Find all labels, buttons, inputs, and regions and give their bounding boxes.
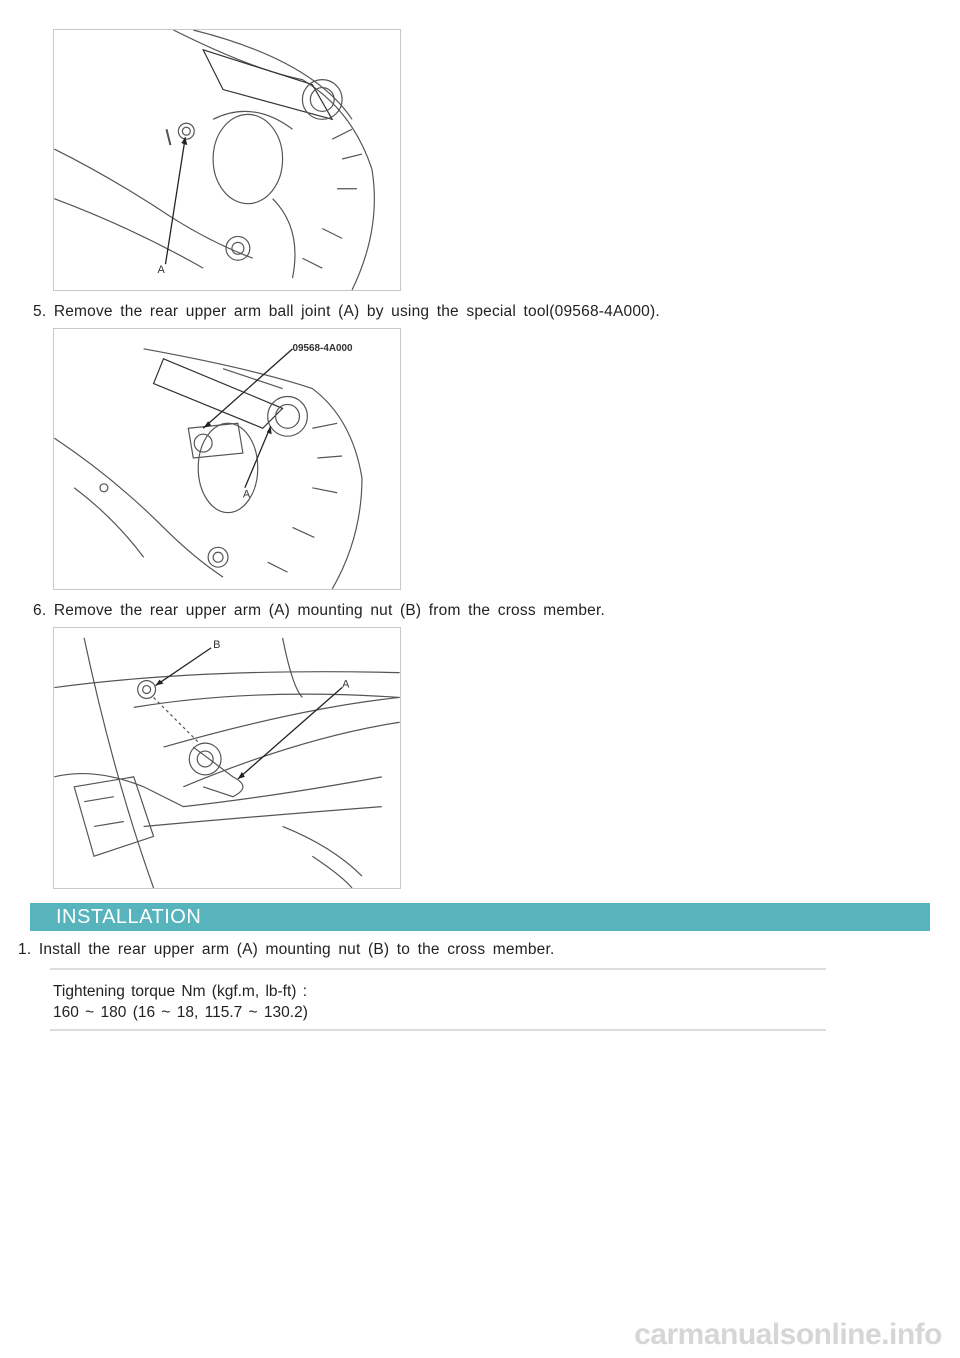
label-a: A [157,264,165,277]
torque-spec-value: 160 ~ 180 (16 ~ 18, 115.7 ~ 130.2) [53,1004,308,1021]
spec-top-divider [50,968,826,970]
special-tool-illustration [54,329,400,589]
installation-step-1-text: 1. Install the rear upper arm (A) mounting nut (B) to the cross member. [18,941,555,958]
upper-arm-nut-illustration [54,628,400,888]
figure-ball-joint-nut [53,29,401,291]
figure-upper-arm-nut [53,627,401,889]
figure-special-tool [53,328,401,590]
spec-bottom-divider [50,1029,826,1031]
torque-spec-label: Tightening torque Nm (kgf.m, lb-ft) : [53,983,308,1000]
label-a: A [242,488,251,501]
installation-title: INSTALLATION [56,906,202,928]
label-b: B [213,638,221,651]
step-6-text: 6. Remove the rear upper arm (A) mounting nut (B) from the cross member. [33,602,605,619]
watermark: carmanualsonline.info [634,1318,942,1351]
installation-header [30,903,930,931]
ball-joint-nut-illustration [54,30,400,290]
label-special-tool: 09568-4A000 [292,342,353,354]
label-a: A [342,678,350,691]
step-5-text: 5. Remove the rear upper arm ball joint (A) by using the special tool(09568-4A000). [33,303,660,320]
